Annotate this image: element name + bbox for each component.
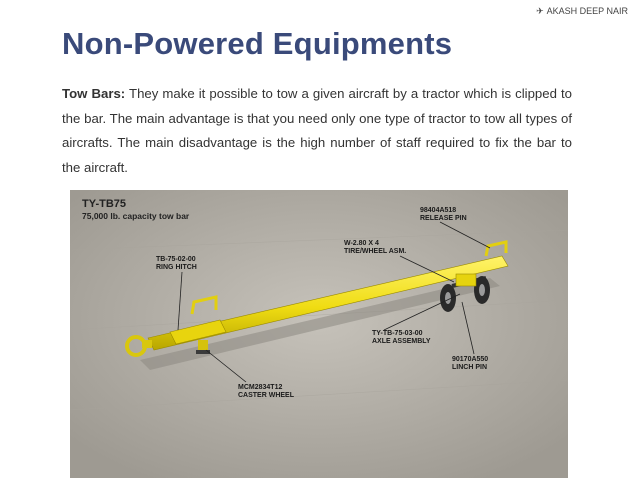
slide-title: Non-Powered Equipments <box>62 26 453 61</box>
body-description: They make it possible to tow a given aircraft by a tractor which is clipped to the bar. The main advantage is that you need only one type of tractor to tow all types of aircrafts. The main disadvantage is the high number of staff required to fix the bar to the aircraft. <box>62 86 572 175</box>
figure-capacity: 75,000 lb. capacity tow bar <box>82 211 190 221</box>
tow-bar-figure <box>70 190 568 478</box>
body-term: Tow Bars: <box>62 86 126 101</box>
label-linch-pin: 90170A550 LINCH PIN <box>452 356 489 371</box>
label-tire-wheel: W-2.80 X 4 TIRE/WHEEL ASM. <box>344 240 407 255</box>
body-paragraph <box>62 82 572 180</box>
label-release-pin: 98404A518 RELEASE PIN <box>420 207 467 222</box>
airplane-icon: ✈ <box>536 6 544 16</box>
tow-bar-illustration <box>70 190 568 478</box>
label-axle-assembly: TY-TB-75-03-00 AXLE ASSEMBLY <box>372 330 431 345</box>
label-caster-wheel: MCM2834T12 CASTER WHEEL <box>238 384 294 399</box>
figure-model: TY-TB75 <box>82 198 127 210</box>
label-ring-hitch: TB-75-02-00 RING HITCH <box>156 256 197 271</box>
author-name: AKASH DEEP NAIR <box>546 6 628 16</box>
author-credit <box>536 6 628 17</box>
